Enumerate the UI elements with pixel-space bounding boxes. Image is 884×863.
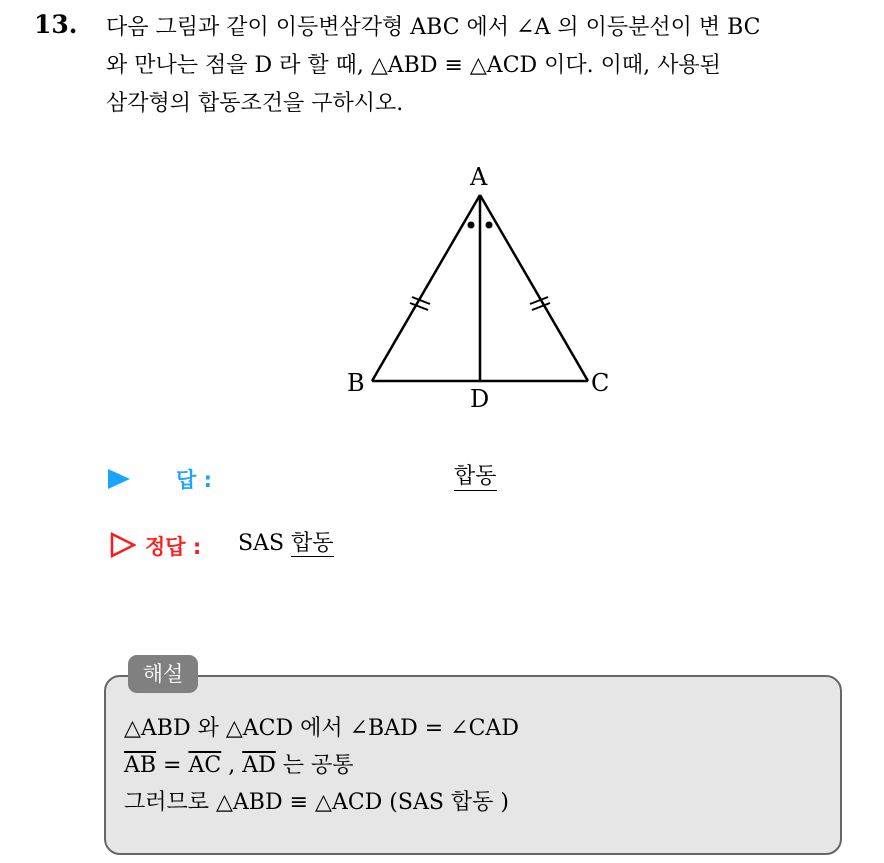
side-ab (372, 195, 480, 381)
angle-mark-right-dot (486, 222, 493, 229)
question-line-1: 다음 그림과 같이 이등변삼각형 ABC 에서 ∠A 의 이등분선이 변 BC (106, 15, 761, 40)
question-line-2: 와 만나는 점을 D 라 할 때, △ABD ≡ △ACD 이다. 이때, 사용된 (106, 53, 721, 78)
label-c: C (591, 369, 610, 397)
explanation-text (124, 710, 519, 821)
side-ac (480, 195, 588, 381)
correct-answer-underlined: 합동 (291, 531, 334, 556)
comma-separator: , (221, 753, 243, 778)
correct-answer-prefix: SAS (238, 531, 285, 556)
segment-ac: $\overline{AC}$ (188, 753, 222, 778)
question-number: 13. (34, 10, 78, 39)
explanation-tag: 해설 (128, 655, 198, 693)
explanation-line-3: 그러므로 △ABD ≡ △ACD (SAS 합동 ) (124, 790, 509, 815)
label-a: A (470, 163, 488, 191)
correct-answer-value (238, 531, 334, 557)
angle-mark-left-dot (468, 222, 475, 229)
question-text (106, 9, 856, 123)
label-d: D (470, 385, 490, 413)
question-line-3: 삼각형의 합동조건을 구하시오. (106, 91, 404, 116)
equals-sign: = (156, 753, 189, 778)
segment-ab: $\overline{AB}$ (124, 753, 157, 778)
answer-label: 답 : (176, 468, 212, 492)
explanation-line-1: △ABD 와 △ACD 에서 ∠BAD = ∠CAD (124, 716, 519, 741)
explanation-line-2 (124, 747, 519, 784)
outline-triangle-right-icon (110, 532, 136, 558)
segment-ad: $\overline{AD}$ (242, 753, 276, 778)
filled-triangle-right-icon (108, 469, 130, 489)
correct-answer-row (108, 529, 708, 569)
answer-value: 합동 (454, 464, 497, 489)
isosceles-triangle-figure (330, 155, 630, 425)
answer-row (108, 462, 708, 502)
correct-answer-label: 정답 : (145, 535, 202, 559)
common-text: 는 공통 (275, 753, 354, 778)
label-b: B (347, 369, 365, 397)
